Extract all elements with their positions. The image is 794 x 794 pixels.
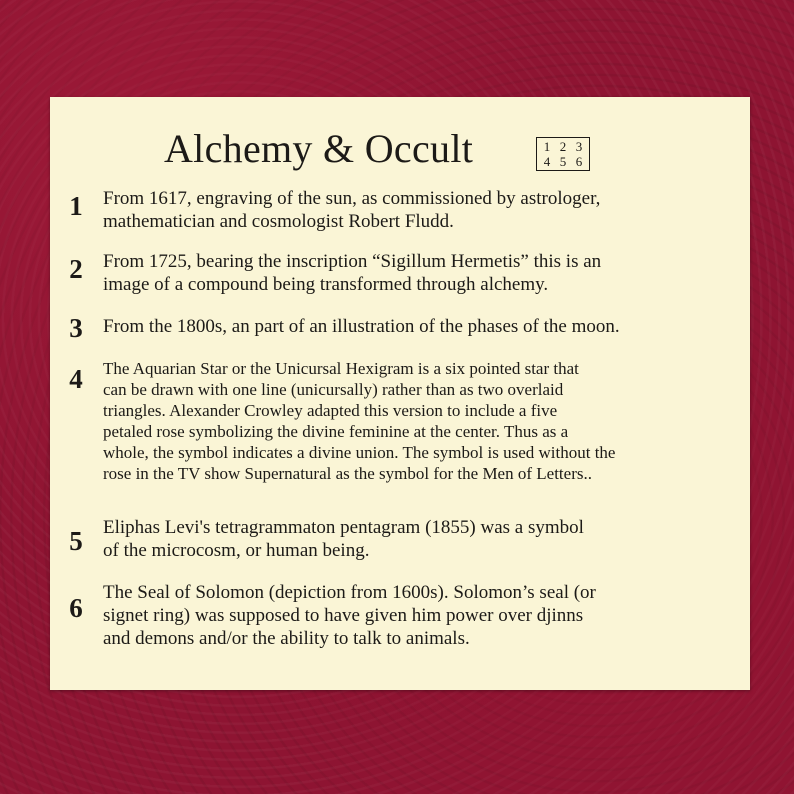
info-card — [50, 97, 750, 690]
grid-number: 2 — [559, 139, 567, 154]
image-number-grid — [536, 137, 590, 171]
item-description: From 1725, bearing the inscription “Sigillum Hermetis” this is an image of a compound being transformed through alchemy. — [103, 251, 602, 295]
item-number: 5 — [69, 526, 83, 556]
item-number: 4 — [69, 364, 83, 394]
item-description: Eliphas Levi's tetragrammaton pentagram (1855) was a symbol of the microcosm, or human being. — [103, 517, 584, 561]
grid-number: 6 — [575, 154, 583, 169]
grid-number: 5 — [559, 154, 567, 169]
item-number: 3 — [69, 313, 83, 343]
item-number: 2 — [69, 254, 83, 284]
grid-number: 3 — [575, 139, 583, 154]
item-description: From the 1800s, an part of an illustration of the phases of the moon. — [103, 316, 620, 337]
grid-number: 4 — [543, 154, 551, 169]
item-description: The Aquarian Star or the Unicursal Hexigram is a six pointed star that can be drawn with one line (unicursally) rather than as two overlaid triangles. Alexander Crowley adapted this version to include a five petaled rose symbolizing the divine feminine at the center. Thus as a whole, the symbol indicates a divine union. The symbol is used without the rose in the TV show Supernatural as the symbol for the Men of Letters.. — [103, 359, 616, 483]
item-number: 1 — [69, 191, 83, 221]
item-description: From 1617, engraving of the sun, as commissioned by astrologer, mathematician and cosmologist Robert Fludd. — [103, 188, 601, 232]
item-number: 6 — [69, 593, 83, 623]
title-row — [50, 121, 750, 181]
card-title: Alchemy & Occult — [164, 126, 474, 171]
item-description: The Seal of Solomon (depiction from 1600s). Solomon’s seal (or signet ring) was supposed to have given him power over djinns and demons and/or the ability to talk to animals. — [103, 582, 596, 649]
grid-number: 1 — [543, 139, 551, 154]
